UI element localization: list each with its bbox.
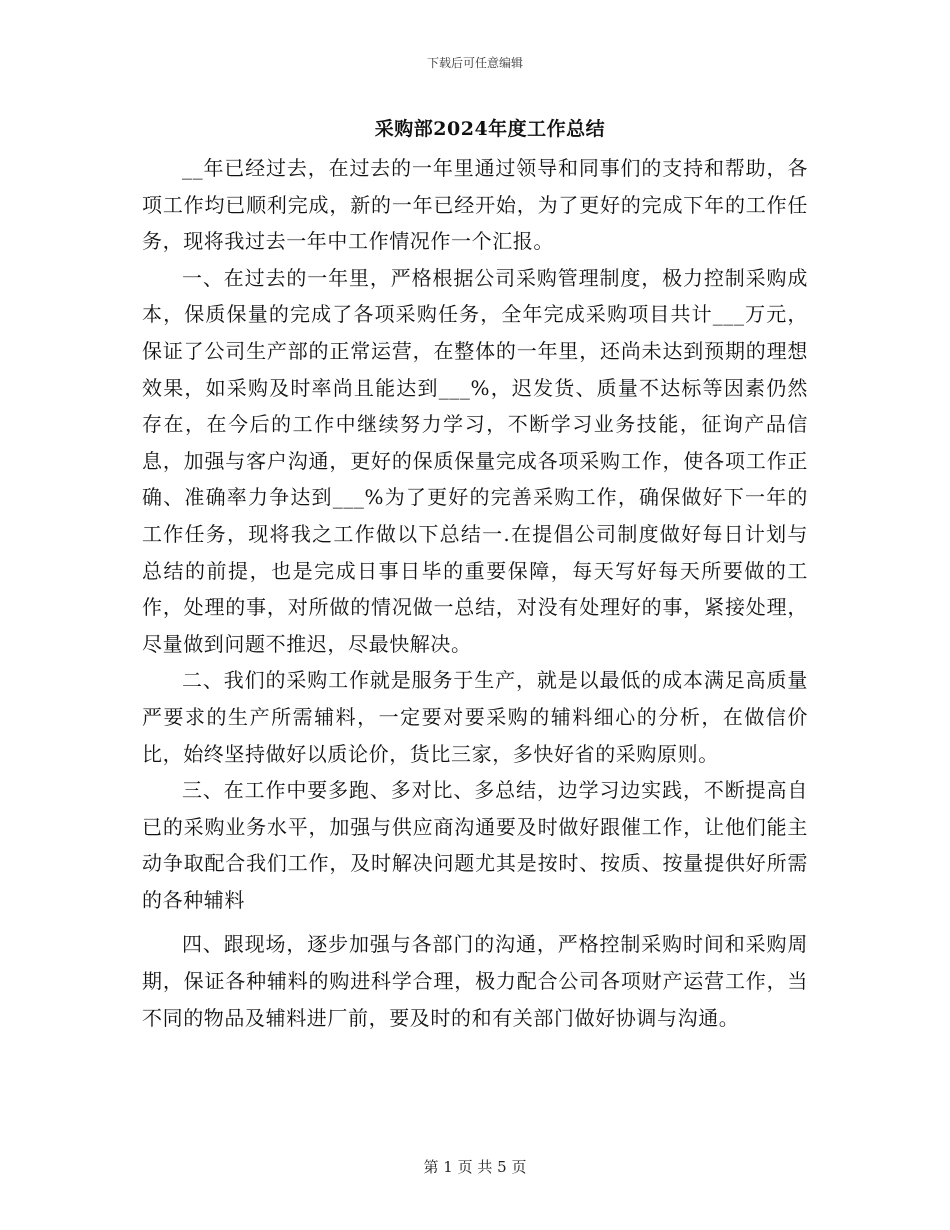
paragraph-section-2: 二、我们的采购工作就是服务于生产，就是以最低的成本满足高质量严要求的生产所需辅料，一定要对要采购的辅料细心的分析，在做信价比，始终坚持做好以质论价，货比三家，多快好省的采购原则。 (142, 668, 808, 766)
paragraph-section-4: 四、跟现场，逐步加强与各部门的沟通，严格控制采购时间和采购周期，保证各种辅料的购进科学合理，极力配合公司各项财产运营工作，当不同的物品及辅料进厂前，要及时的和有关部门做好协调与沟通。 (142, 932, 808, 1030)
page-number: 第 1 页 共 5 页 (423, 1158, 527, 1176)
paragraph-section-1: 一、在过去的一年里，严格根据公司采购管理制度，极力控制采购成本，保质保量的完成了各项采购任务，全年完成采购项目共计___万元，保证了公司生产部的正常运营，在整体的一年里，还尚未达到预期的理想效果，如采购及时率尚且能达到___%，迟发货、质量不达标等因素仍然存在，在今后的工作中继续努力学习，不断学习业务技能，征询产品信息，加强与客户沟通，更好的保质保量完成各项采购工作，使各项工作正确、准确率力争达到___%为了更好的完善采购工作，确保做好下一年的工作任务，现将我之工作做以下总结一.在提倡公司制度做好每日计划与总结的前提，也是完成日事日毕的重要保障，每天写好每天所要做的工作，处理的事，对所做的情况做一总结，对没有处理好的事，紧接处理，尽量做到问题不推迟，尽最快解决。 (142, 265, 808, 656)
document-title: 采购部2024年度工作总结 (374, 118, 606, 140)
paragraph-intro: __年已经过去，在过去的一年里通过领导和同事们的支持和帮助，各项工作均已顺利完成，新的一年已经开始，为了更好的完成下年的工作任务，现将我过去一年中工作情况作一个汇报。 (142, 156, 808, 254)
document-body (142, 150, 808, 1036)
header-note: 下载后可任意编辑 (426, 56, 523, 70)
paragraph-section-3: 三、在工作中要多跑、多对比、多总结，边学习边实践，不断提高自已的采购业务水平，加强与供应商沟通要及时做好跟催工作，让他们能主动争取配合我们工作，及时解决问题尤其是按时、按质、按量提供好所需的各种辅料 (142, 778, 808, 912)
